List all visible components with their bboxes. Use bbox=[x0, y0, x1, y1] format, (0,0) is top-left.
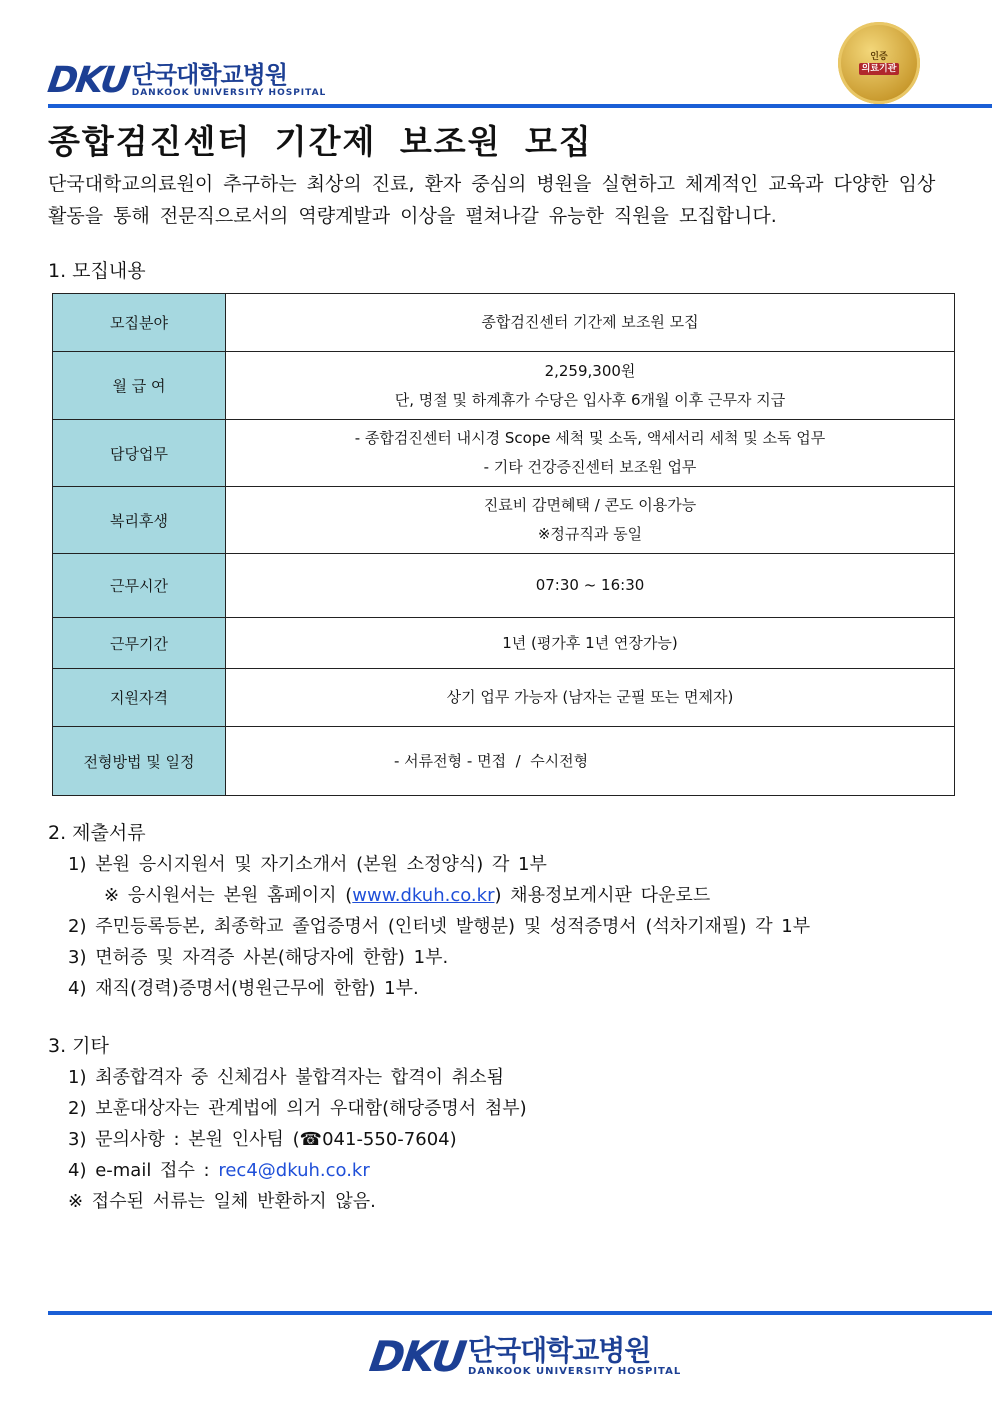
list-item-note: ※ 접수된 서류는 일체 반환하지 않음. bbox=[68, 1191, 376, 1212]
logo-korean-name: 단국대학교병원 bbox=[131, 61, 288, 89]
row-value-line: 상기 업무 가능자 (남자는 군필 또는 면제자) bbox=[446, 688, 734, 706]
row-value bbox=[226, 554, 955, 618]
intro-text: 단국대학교의료원이 추구하는 최상의 진료, 환자 중심의 병원을 실현하고 체계적인 교육과 다양한 임상활동을 통해 전문직으로서의 역량계발과 이상을 펼쳐나갈 유능한 직원을 모집합니다. bbox=[48, 173, 936, 227]
list-item: 2) 주민등록등본, 최종학교 졸업증명서 (인터넷 발행분) 및 성적증명서 (석차기재필) 각 1부 bbox=[68, 916, 811, 937]
email-link[interactable]: rec4@dkuh.co.kr bbox=[218, 1160, 370, 1181]
row-label: 모집분야 bbox=[53, 294, 226, 352]
section2-heading: 2. 제출서류 bbox=[48, 822, 146, 844]
row-value-line: 1년 (평가후 1년 연장가능) bbox=[502, 633, 678, 652]
list-item: 1) 최종합격자 중 신체검사 불합격자는 합격이 취소됨 bbox=[68, 1067, 504, 1088]
row-value bbox=[226, 669, 955, 727]
section2-list bbox=[68, 849, 810, 1004]
row-label: 근무시간 bbox=[53, 554, 226, 618]
row-value bbox=[226, 352, 955, 420]
logo-english-name: DANKOOK UNIVERSITY HOSPITAL bbox=[468, 1366, 682, 1377]
note-text: ※ 응시원서는 본원 홈페이지 ( bbox=[104, 885, 353, 906]
row-value bbox=[226, 487, 955, 554]
badge-text-1: 인증 bbox=[870, 52, 888, 62]
section3-list bbox=[68, 1062, 527, 1217]
table-row bbox=[53, 487, 955, 554]
header-logo bbox=[45, 60, 327, 101]
row-value-line: - 종합검진센터 내시경 Scope 세척 및 소독, 액세서리 세척 및 소독 업무 bbox=[354, 429, 826, 447]
logo-korean-name: 단국대학교병원 bbox=[468, 1334, 651, 1367]
logo-english-name: DANKOOK UNIVERSITY HOSPITAL bbox=[131, 88, 327, 98]
row-value-line: ※정규직과 동일 bbox=[537, 525, 643, 543]
table-row bbox=[53, 669, 955, 727]
row-value bbox=[226, 618, 955, 669]
row-value-line: 종합검진센터 기간제 보조원 모집 bbox=[481, 313, 699, 331]
row-label: 담당업무 bbox=[53, 420, 226, 487]
row-value-line: - 기타 건강증진센터 보조원 업무 bbox=[483, 458, 697, 476]
footer-logo bbox=[366, 1332, 682, 1381]
table-row bbox=[53, 352, 955, 420]
certification-badge bbox=[838, 22, 920, 104]
recruitment-table bbox=[52, 293, 955, 796]
row-value bbox=[226, 727, 955, 796]
list-item-note bbox=[68, 880, 810, 911]
row-value-line: 07:30 ~ 16:30 bbox=[535, 576, 645, 594]
list-item bbox=[68, 1155, 527, 1186]
list-item: 3) 면허증 및 자격증 사본(해당자에 한함) 1부. bbox=[68, 947, 449, 968]
row-label: 복리후생 bbox=[53, 487, 226, 554]
row-value-line: 단, 명절 및 하계휴가 수당은 입사후 6개월 이후 근무자 지급 bbox=[394, 390, 786, 409]
list-item: 3) 문의사항 : 본원 인사팀 (☎041-550-7604) bbox=[68, 1129, 457, 1150]
footer-rule bbox=[48, 1311, 992, 1315]
row-label: 근무기간 bbox=[53, 618, 226, 669]
page-title: 종합검진센터 기간제 보조원 모집 bbox=[48, 122, 593, 161]
note-text: ) 채용정보게시판 다운로드 bbox=[494, 885, 711, 906]
header-rule bbox=[48, 104, 992, 108]
list-item: 4) 재직(경력)증명서(병원근무에 한함) 1부. bbox=[68, 978, 419, 999]
logo-mark: DKU bbox=[45, 60, 131, 101]
email-label: 4) e-mail 접수 : bbox=[68, 1160, 219, 1181]
section3-heading: 3. 기타 bbox=[48, 1035, 109, 1057]
table-row bbox=[53, 294, 955, 352]
table-row bbox=[53, 420, 955, 487]
row-value-line: 진료비 감면혜택 / 콘도 이용가능 bbox=[483, 496, 697, 514]
row-value bbox=[226, 420, 955, 487]
badge-text-2: 의료기관 bbox=[859, 63, 900, 75]
list-item: 1) 본원 응시지원서 및 자기소개서 (본원 소정양식) 각 1부 bbox=[68, 854, 547, 875]
row-label: 지원자격 bbox=[53, 669, 226, 727]
homepage-link[interactable]: www.dkuh.co.kr bbox=[352, 885, 495, 906]
row-value bbox=[226, 294, 955, 352]
logo-mark: DKU bbox=[366, 1332, 468, 1381]
table-row bbox=[53, 618, 955, 669]
table-row bbox=[53, 727, 955, 796]
row-label: 월 급 여 bbox=[53, 352, 226, 420]
row-value-line: 2,259,300원 bbox=[544, 361, 636, 380]
row-label: 전형방법 및 일정 bbox=[53, 727, 226, 796]
section1-heading: 1. 모집내용 bbox=[48, 260, 146, 282]
list-item: 2) 보훈대상자는 관계법에 의거 우대함(해당증명서 첨부) bbox=[68, 1098, 527, 1119]
row-value-line: - 서류전형 - 면접 / 수시전형 bbox=[394, 751, 589, 770]
table-row bbox=[53, 554, 955, 618]
